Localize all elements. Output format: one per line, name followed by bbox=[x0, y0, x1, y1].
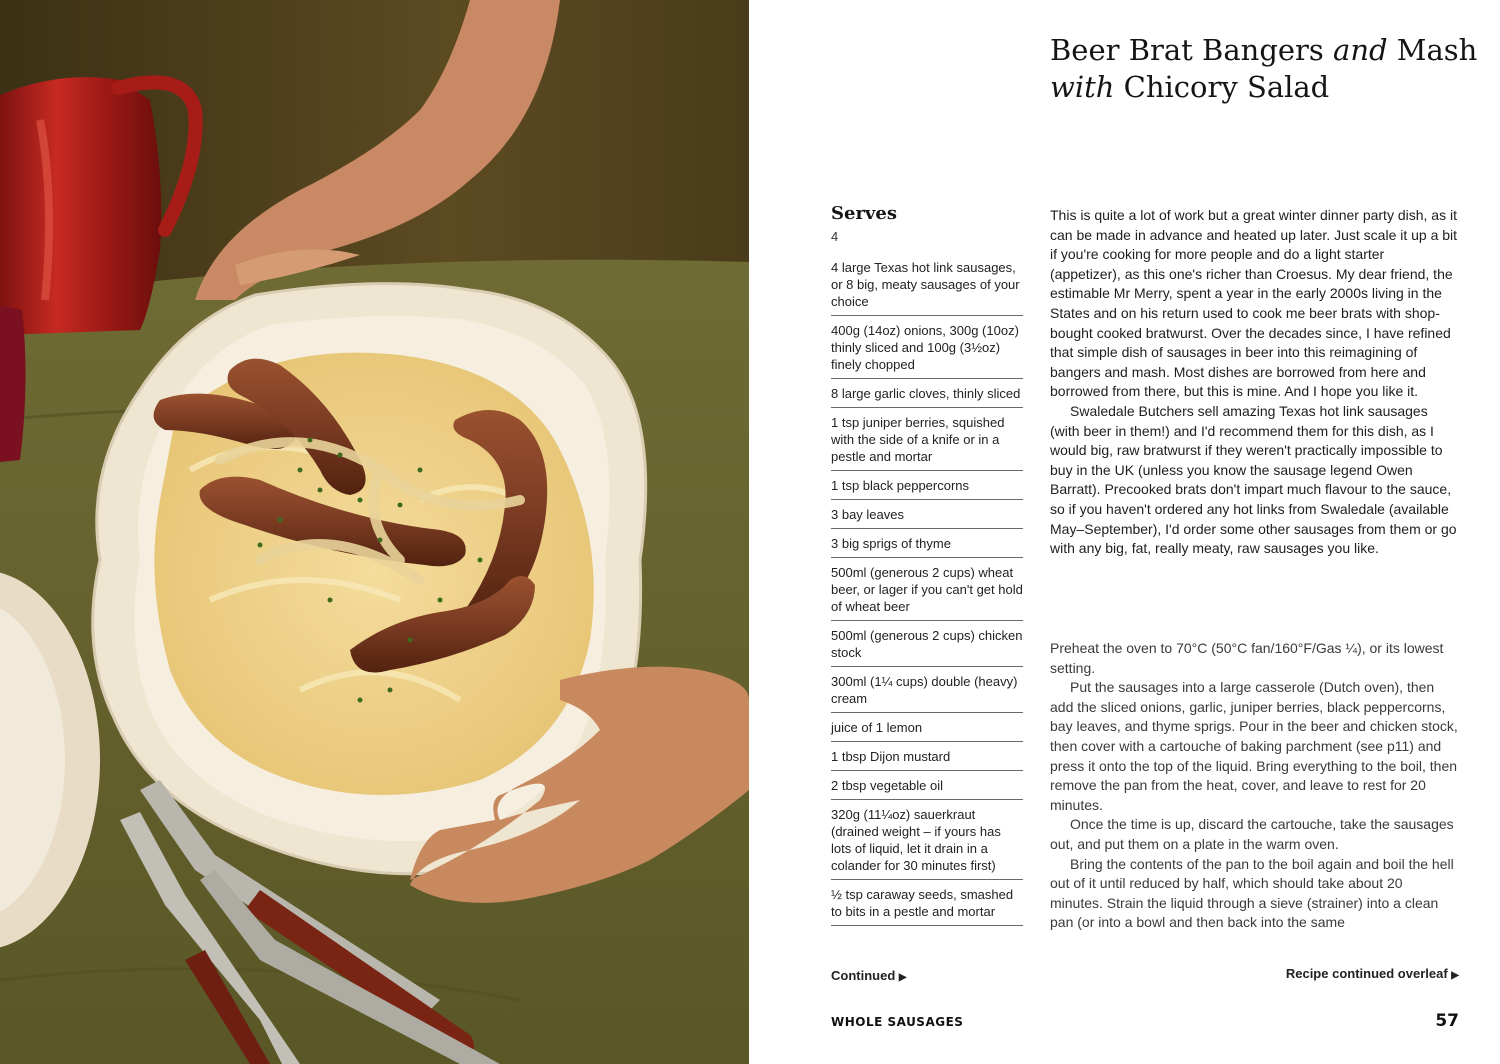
ingredients-list bbox=[831, 253, 1023, 926]
ingredient-item: ½ tsp caraway seeds, smashed to bits in a pestle and mortar bbox=[831, 880, 1023, 926]
intro-paragraph: Swaledale Butchers sell amazing Texas hot link sausages (with beer in them!) and I'd recommend them for this dish, as I would big, raw bratwurst if they weren't practically impossible to buy in the UK (unless you know the sausage legend Owen Barratt). Precooked brats don't impart much flavour to the sauce, so if you haven't ordered any hot links from Swaledale (available May–September), I'd order some other sausages from them or go with any big, fat, really meaty, raw sausages you like. bbox=[1050, 402, 1457, 557]
method-step: Put the sausages into a large casserole (Dutch oven), then add the sliced onions, garlic, juniper berries, black peppercorns, bay leaves, and thyme sprigs. Pour in the beer and chicken stock, then cover with a cartouche of baking parchment (see p11) and press it onto the top of the liquid. Bring everything to the boil, then remove the pan from the heat, cover, and leave to rest for 20 minutes. bbox=[1050, 679, 1458, 813]
ingredient-item: 1 tsp juniper berries, squished with the side of a knife or in a pestle and mortar bbox=[831, 408, 1023, 471]
continued-text: Continued bbox=[831, 968, 896, 983]
ingredient-item: 400g (14oz) onions, 300g (10oz) thinly sliced and 100g (3½oz) finely chopped bbox=[831, 316, 1023, 379]
recipe-photo-illustration bbox=[0, 0, 749, 1064]
ingredient-item: 4 large Texas hot link sausages, or 8 big, meaty sausages of your choice bbox=[831, 253, 1023, 316]
red-glass bbox=[0, 305, 26, 462]
recipe-method bbox=[1050, 639, 1458, 933]
running-head: WHOLE SAUSAGES bbox=[831, 1015, 964, 1029]
ingredient-item: 500ml (generous 2 cups) wheat beer, or lager if you can't get hold of wheat beer bbox=[831, 558, 1023, 621]
title-part-4: with bbox=[1050, 70, 1115, 104]
overleaf-label bbox=[1286, 966, 1459, 981]
ingredient-item: 320g (11¼oz) sauerkraut (drained weight – if yours has lots of liquid, let it drain in a colander for 30 minutes first) bbox=[831, 800, 1023, 880]
triangle-right-icon: ▶ bbox=[898, 972, 907, 983]
method-step: Bring the contents of the pan to the boil again and boil the hell out of it until reduced by half, which should take about 20 minutes. Strain the liquid through a sieve (strainer) into a clean pan (or into a bowl and then back into the same bbox=[1050, 855, 1454, 931]
page-number: 57 bbox=[1435, 1011, 1459, 1031]
ingredient-item: 1 tbsp Dijon mustard bbox=[831, 742, 1023, 771]
method-step: Once the time is up, discard the cartouche, take the sausages out, and put them on a plate in the warm oven. bbox=[1050, 816, 1454, 852]
continued-label bbox=[831, 968, 907, 983]
triangle-right-icon: ▶ bbox=[1451, 970, 1459, 981]
intro-paragraph: This is quite a lot of work but a great winter dinner party dish, as it can be made in advance and heated up later. Just scale it up a bit if you're cooking for more people and do a light starter (appetizer), as this one's richer than Croesus. My dear friend, the estimable Mr Merry, spent a year in the early 2000s living in the States and on his return used to cook me beer brats with shop-bought cooked bratwurst. Over the decades since, I have refined that simple dish of sausages in beer into this reimagining of bangers and mash. Most dishes are borrowed from here and borrowed from there, but this is mine. And I hope you like it. bbox=[1050, 207, 1458, 400]
recipe-title bbox=[1050, 32, 1490, 106]
ingredient-item: juice of 1 lemon bbox=[831, 713, 1023, 742]
ingredient-item: 2 tbsp vegetable oil bbox=[831, 771, 1023, 800]
title-part-3: Mash bbox=[1396, 33, 1478, 67]
title-part-2: and bbox=[1333, 33, 1388, 67]
recipe-photo bbox=[0, 0, 749, 1064]
ingredient-item: 500ml (generous 2 cups) chicken stock bbox=[831, 621, 1023, 667]
serves-label: Serves bbox=[831, 203, 897, 224]
ingredient-item: 8 large garlic cloves, thinly sliced bbox=[831, 379, 1023, 408]
recipe-intro bbox=[1050, 206, 1458, 559]
title-part-1: Beer Brat Bangers bbox=[1050, 33, 1324, 67]
ingredient-item: 300ml (1¼ cups) double (heavy) cream bbox=[831, 667, 1023, 713]
method-step: Preheat the oven to 70°C (50°C fan/160°F/Gas ¼), or its lowest setting. bbox=[1050, 640, 1444, 676]
ingredient-item: 3 bay leaves bbox=[831, 500, 1023, 529]
overleaf-text: Recipe continued overleaf bbox=[1285, 966, 1448, 981]
ingredient-item: 3 big sprigs of thyme bbox=[831, 529, 1023, 558]
title-part-5: Chicory Salad bbox=[1123, 70, 1330, 104]
serves-value: 4 bbox=[831, 229, 839, 244]
ingredient-item: 1 tsp black peppercorns bbox=[831, 471, 1023, 500]
